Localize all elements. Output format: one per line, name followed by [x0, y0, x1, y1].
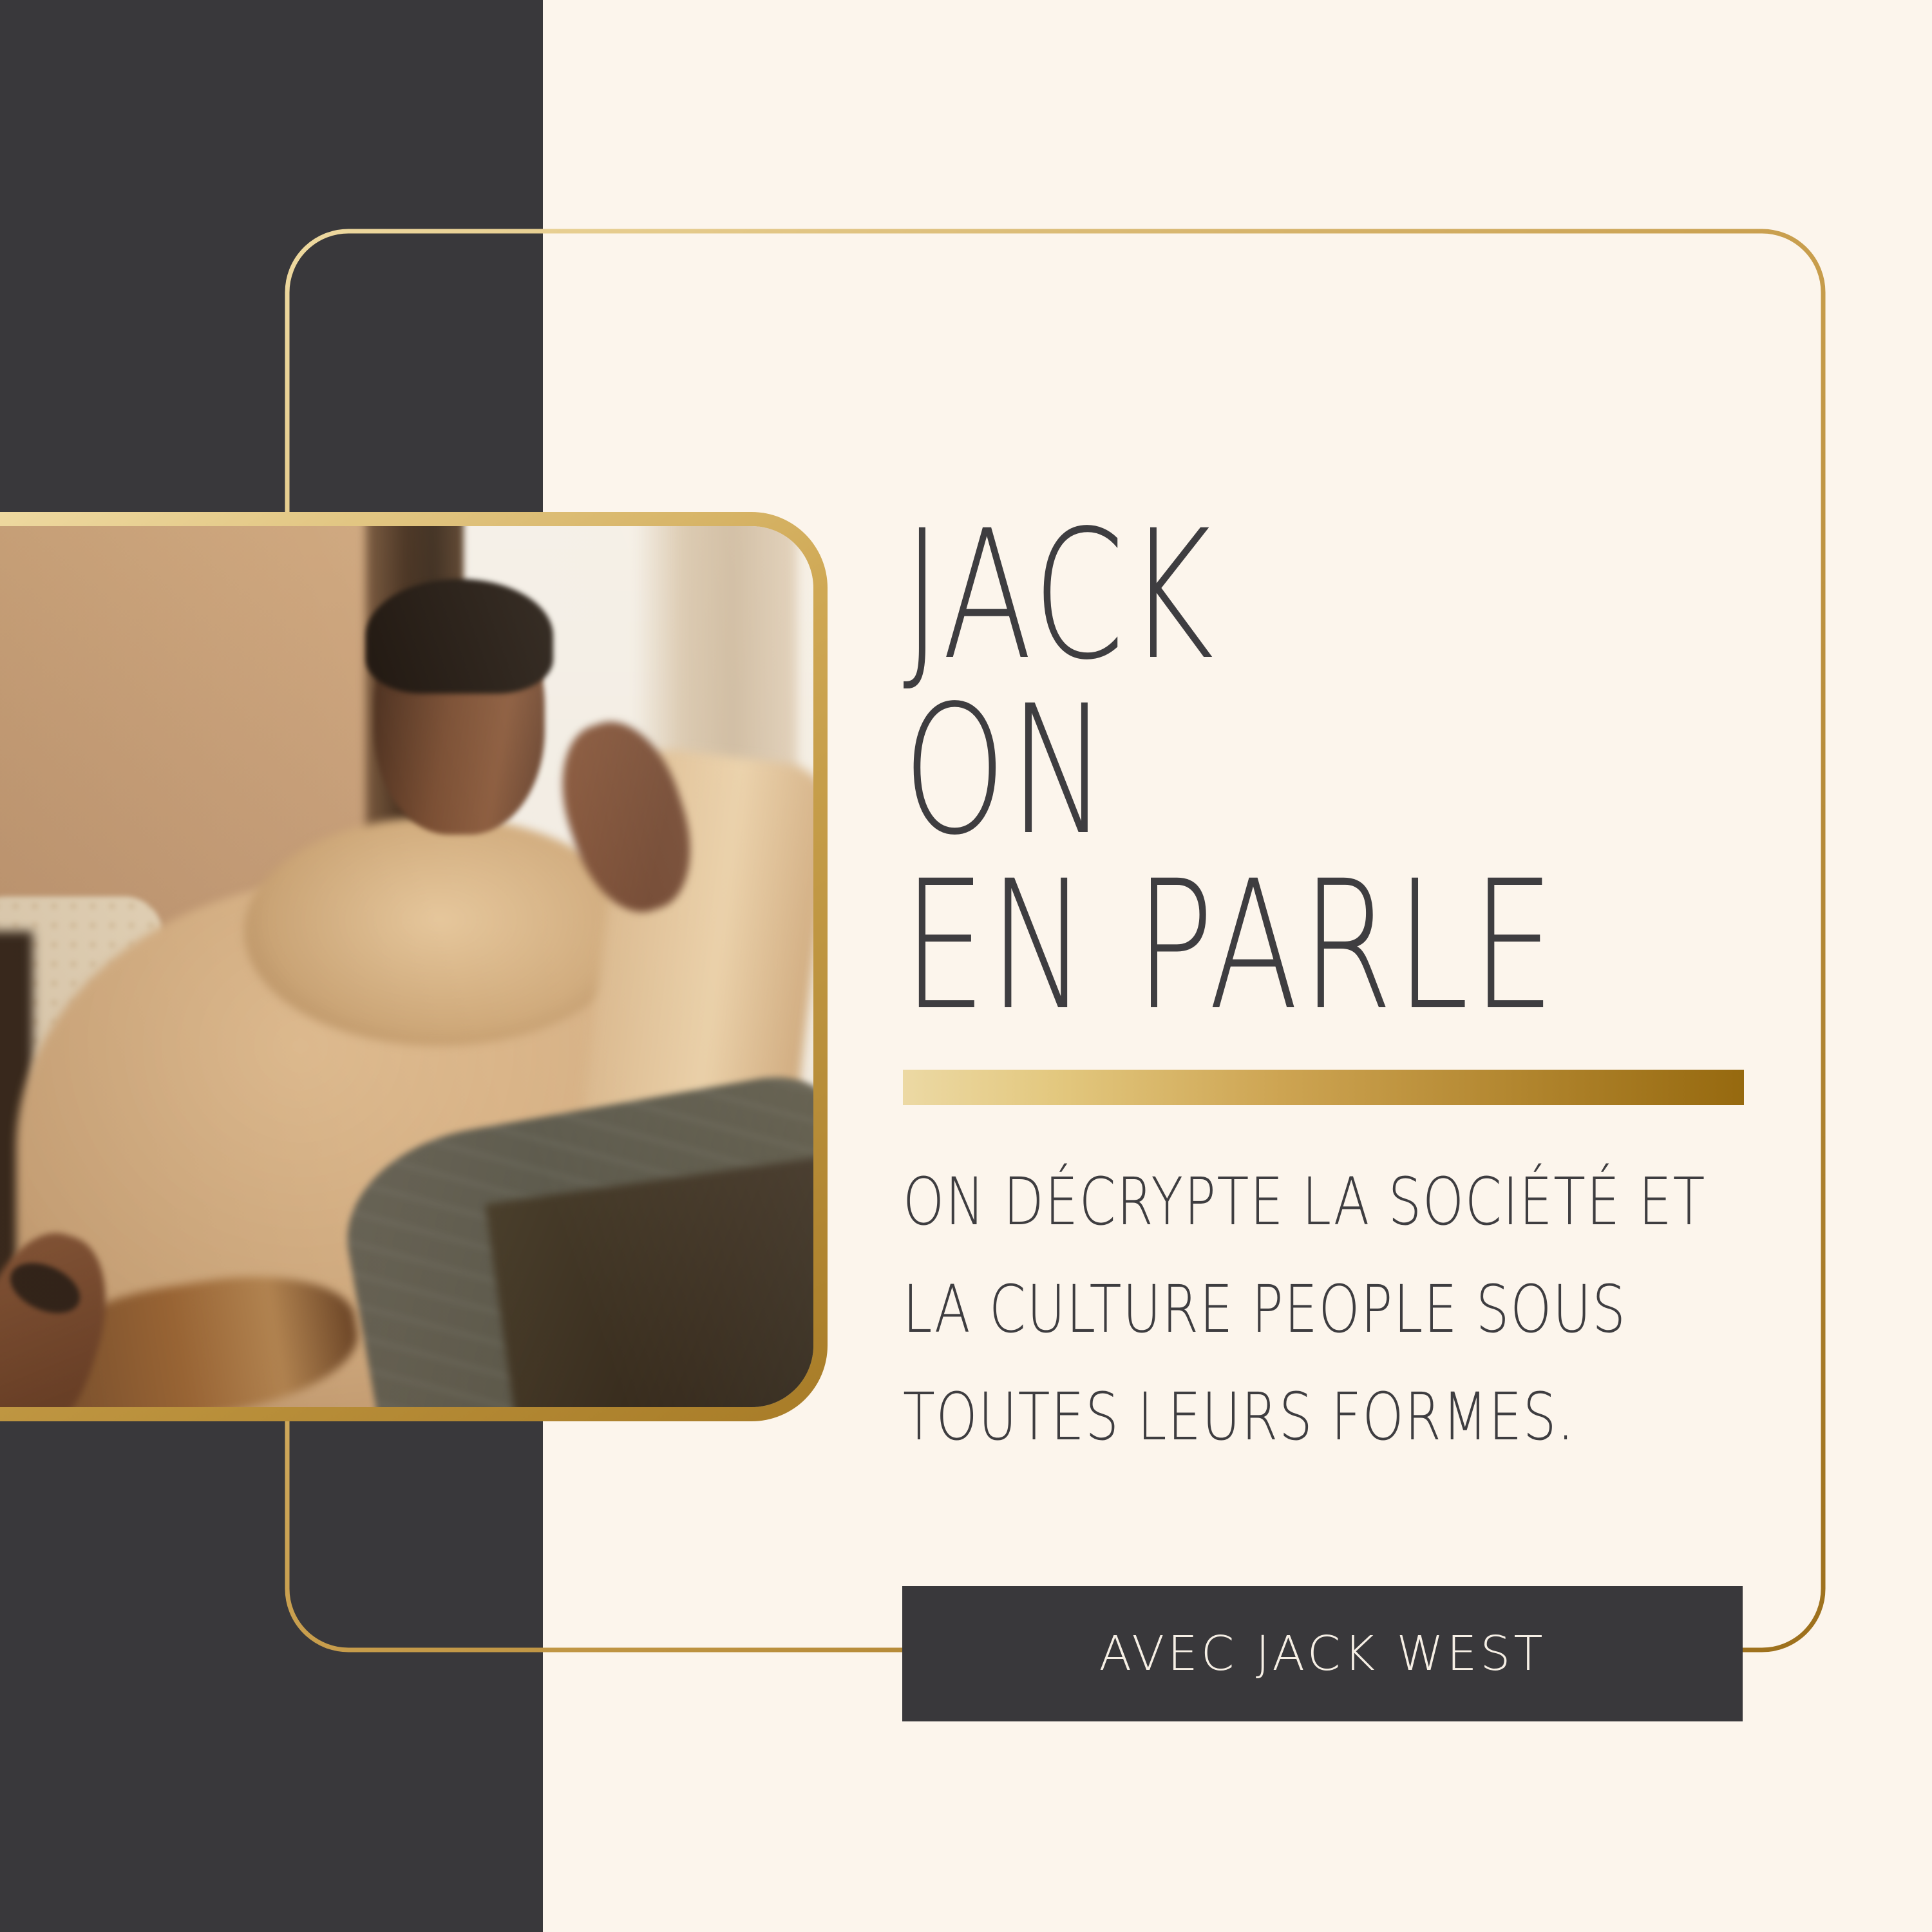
- photo-gold-border: [0, 512, 828, 1421]
- title-line-3: EN PARLE: [903, 843, 1558, 1050]
- title-line-1: JACK: [903, 493, 1217, 699]
- host-photo: [0, 526, 813, 1407]
- page-title: [903, 493, 1558, 1050]
- photo-light-overlay: [0, 526, 813, 1407]
- tagline-line-1: ON DÉCRYPTE LA SOCIÉTÉ ET: [903, 1164, 1706, 1240]
- tagline-line-2: LA CULTURE PEOPLE SOUS: [903, 1271, 1627, 1348]
- byline-label: AVEC JACK WEST: [1099, 1626, 1546, 1681]
- byline-banner: [902, 1586, 1743, 1721]
- gold-divider: [903, 1070, 1744, 1105]
- tagline-line-3: TOUTES LEURS FORMES.: [903, 1379, 1575, 1455]
- tagline: [903, 1148, 1706, 1471]
- title-line-2: ON: [903, 668, 1111, 875]
